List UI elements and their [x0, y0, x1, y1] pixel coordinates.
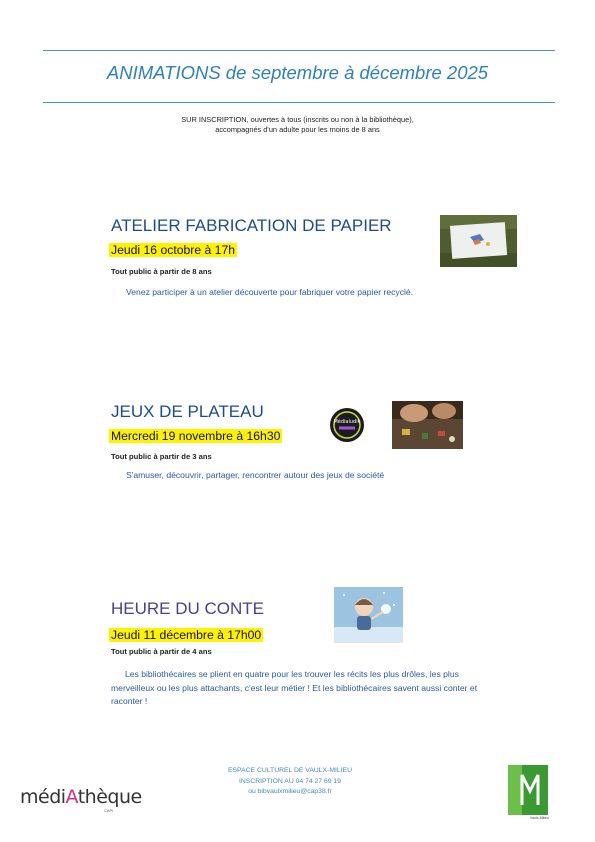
storytime-illustration — [334, 587, 403, 643]
event-1-description: Venez participer à un atelier découverte pour fabriquer votre papier recyclé. — [126, 287, 414, 297]
vaulx-milieu-logo-caption: Vaulx-Milieu — [530, 816, 549, 820]
event-3-date: Jeudi 11 décembre à 17h00 — [111, 628, 262, 642]
medialudik-badge — [330, 408, 364, 442]
footer-venue: ESPACE CULTUREL DE VAULX-MILIEU — [227, 767, 352, 774]
board-games-photo — [392, 401, 463, 449]
mediatheque-logo-post: thèque — [77, 786, 142, 808]
intro-text — [0, 115, 595, 135]
intro-line-1: SUR INSCRIPTION, ouvertes à tous (inscrits ou non à la bibliothèque), — [181, 115, 414, 124]
event-3-audience: Tout public à partir de 4 ans — [111, 647, 212, 656]
event-2-description: S'amuser, découvrir, partager, rencontrer autour des jeux de société — [126, 470, 385, 480]
event-3-title: HEURE DU CONTE — [111, 599, 265, 618]
footer-email[interactable]: ou bibvaulxmilieu@cap38.fr — [248, 788, 332, 795]
paper-workshop-photo — [440, 215, 517, 267]
event-3-description: Les bibliothécaires se plient en quatre pour les trouver les récits les plus drôles, les plus merveilleux ou les plus attachants, c'est leur métier ! Et les bibliothécaires savent aussi conter et raconter ! — [111, 669, 478, 706]
footer-contact — [170, 766, 410, 798]
intro-line-2: accompagnés d'un adulte pour les moins de 8 ans — [215, 125, 380, 134]
title-bottom-rule — [43, 102, 555, 103]
event-1-title: ATELIER FABRICATION DE PAPIER — [111, 216, 392, 235]
footer-phone: INSCRIPTION AU 04 74 27 69 19 — [238, 777, 341, 785]
event-2-audience: Tout public à partir de 3 ans — [111, 452, 212, 461]
vaulx-milieu-logo — [508, 765, 548, 815]
medialudik-badge-text: Médialudik — [333, 419, 361, 425]
mediatheque-logo-accent: A — [65, 786, 78, 808]
event-2-date: Mercredi 19 novembre à 16h30 — [111, 429, 281, 443]
event-2-title: JEUX DE PLATEAU — [111, 402, 264, 421]
top-rule — [43, 50, 555, 51]
mediatheque-logo-pre: médi — [20, 786, 66, 808]
mediatheque-logo-sub: CAPI — [104, 808, 114, 813]
mediatheque-logo — [20, 786, 142, 808]
event-1-date: Jeudi 16 octobre à 17h — [111, 243, 235, 257]
page-title: ANIMATIONS de septembre à décembre 2025 — [106, 62, 489, 83]
event-1-audience: Tout public à partir de 8 ans — [111, 267, 212, 276]
